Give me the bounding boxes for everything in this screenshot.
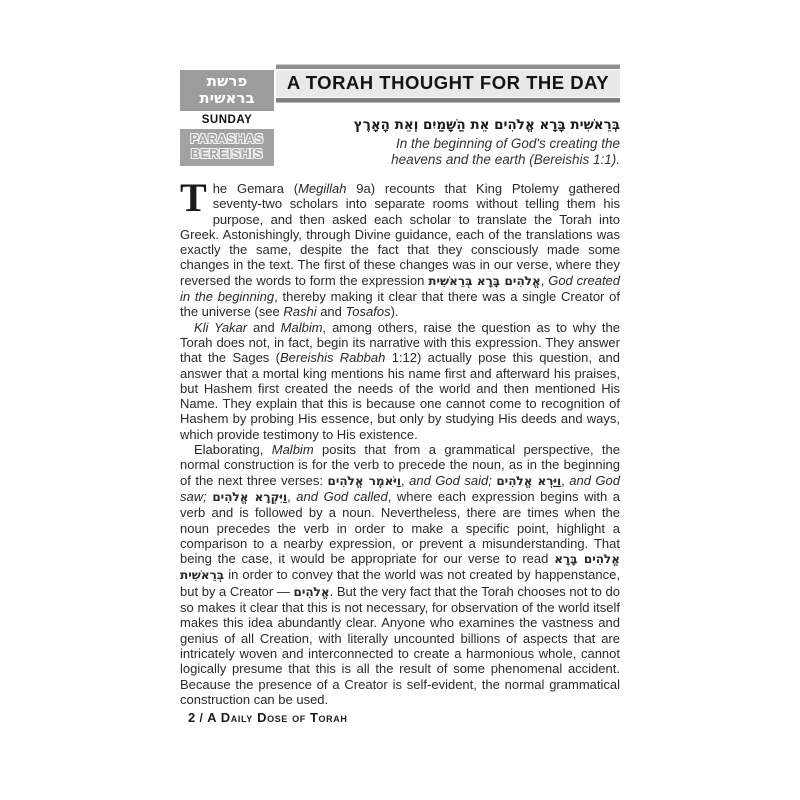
section-title-bar xyxy=(276,64,620,103)
page-header xyxy=(180,64,620,168)
paragraph-1-text: he Gemara (Megillah 9a) recounts that King Ptolemy gathered seventy-two scholars into separate rooms without telling them his purpose, and then asked each scholar to translate the Torah into Greek. Astonishingly, through Divine guidance, each of the translations was exactly the same, despite the fact that they consciously made some changes in the text. The first of these changes was in our verse, where they reversed the words to form the expression אֱלֹהִים בָּרָא בְּרֵאשִׁית, God created in the beginning, thereby making it clear that there was a single Creator of the universe (see Rashi and Tosafos). xyxy=(180,181,621,320)
page-footer xyxy=(188,710,347,725)
paragraph-1 xyxy=(180,175,621,320)
verse-hebrew: בְּרֵאשִׁית בָּרָא אֱלֹהִים אֵת הַשָּׁמַיִם וְאֵת הָאָרֶץ xyxy=(353,117,620,133)
parashah-hebrew-line2: בראשית xyxy=(199,89,255,107)
book-title: A Daily Dose of Torah xyxy=(207,710,348,725)
paragraph-3: Elaborating, Malbim posits that from a grammatical perspective, the normal construction is for the verb to precede the noun, as in the beginning of the next three verses: וַיֹּאמֶר אֱלֹהִים, and God said; וַיַּרְא אֱלֹהִים, and God saw; וַיִּקְרָא אֱלֹהִים, and God called, where each expression begins with a verb and is followed by a noun. Nevertheless, there are times when the noun precedes the verb in order to make a specific point, highlight a comparison to a nearby expression, or prevent a misunderstanding. That being the case, it would be appropriate for our verse to read אֱלֹהִים בָּרָא בְּרֵאשִׁית in order to convey that the world was not created by happenstance, but by a Creator — אֱלֹהִים. But the very fact that the Torah chooses not to do so makes it clear that this is not necessary, for observation of the world itself makes this idea abundantly clear. Anyone who examines the vastness and genius of all Creation, with literally uncounted billions of aspects that are intricately woven and interconnected to create a harmonious whole, cannot logically presume that this is all the result of some phenomenal accident. Because the presence of a Creator is self-evident, the normal grammatical construction can be used. xyxy=(180,442,621,707)
header-main xyxy=(276,64,620,168)
page-content xyxy=(180,64,620,707)
paragraph-2: Kli Yakar and Malbim, among others, raise the question as to why the Torah does not, in fact, begin its narrative with this expression. They answer that the Sages (Bereishis Rabbah 1:12) actually pose this question, and answer that a mortal king mentions his name first and afterward his praises, but Hashem first created the needs of the world and then mentioned His Name. They explain that this is because one cannot come to recognition of Hashem by probing His essence, but only by studying His deeds and ways, which provide testimony to His existence. xyxy=(180,319,620,442)
parashas-line2: BEREISHIS xyxy=(191,147,263,161)
day-label: SUNDAY xyxy=(201,114,253,126)
section-title: A TORAH THOUGHT FOR THE DAY xyxy=(276,65,620,102)
parashah-hebrew-box xyxy=(180,70,274,111)
parashah-sidebar xyxy=(180,70,274,166)
drop-cap: T xyxy=(180,175,207,220)
article-body xyxy=(180,175,621,707)
verse-block xyxy=(276,116,620,168)
parashas-box xyxy=(180,129,274,166)
footer-separator: / xyxy=(199,711,204,725)
parashah-hebrew-line1: פרשת xyxy=(206,72,248,90)
parashas-line1: PARASHAS xyxy=(190,132,264,146)
verse-translation: In the beginning of God's creating the heavens and the earth (Bereishis 1:1). xyxy=(391,136,620,167)
page-number: 2 xyxy=(188,710,196,725)
